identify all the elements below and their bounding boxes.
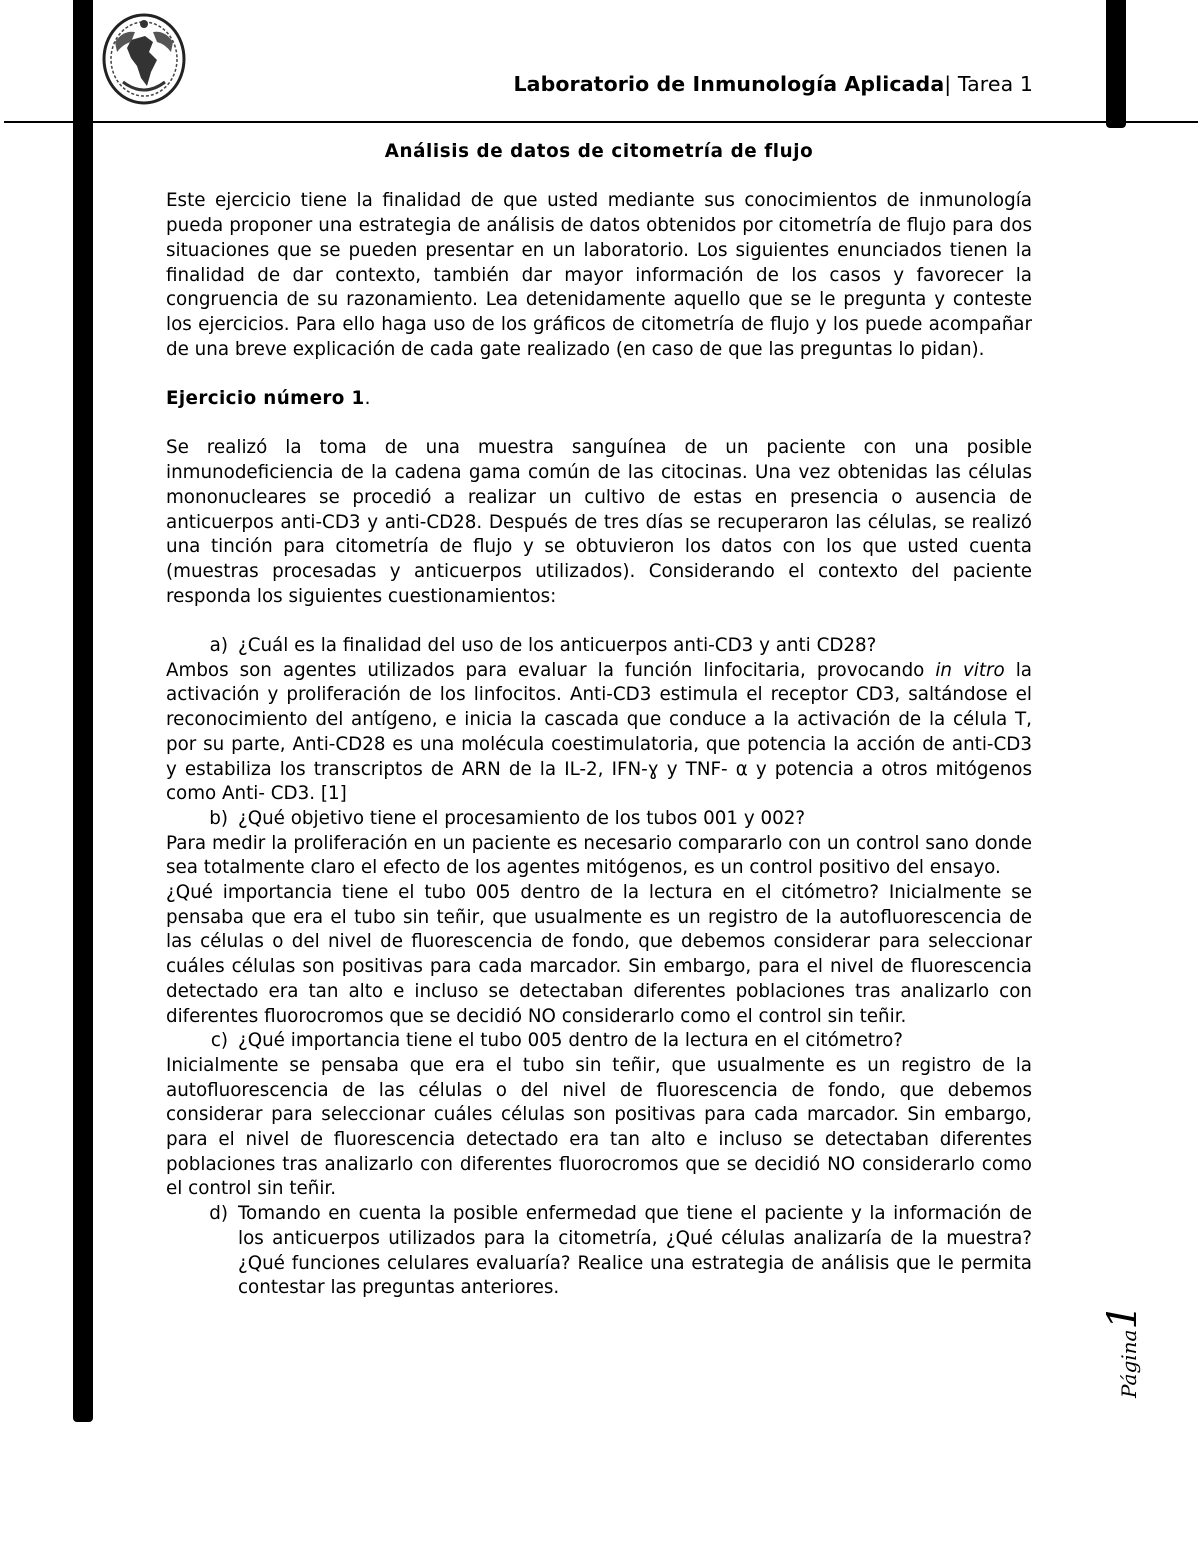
intro-paragraph: Este ejercicio tiene la finalidad de que usted mediante sus conocimientos de inmunología pueda proponer una estrategia de análisis de datos obtenidos por citometría de flujo para dos situaciones que se pueden presentar en un laboratorio. Los siguientes enunciados tienen la finalidad de dar contexto, también dar mayor información de los casos y favorecer la congruencia de su razonamiento. Lea detenidamente aquello que se le pregunta y conteste los ejercicios. Para ello haga uso de los gráficos de citometría de flujo y los puede acompañar de una breve explicación de cada gate realizado (en caso de que las preguntas lo pidan). — [166, 190, 1032, 360]
exercise-title: Ejercicio número 1 — [166, 388, 365, 409]
unam-crest-icon — [101, 12, 187, 106]
answer-a-italic: in vitro — [935, 659, 1005, 681]
exercise-title-period: . — [364, 388, 371, 409]
page-word: Página — [1117, 1329, 1141, 1398]
header-title — [513, 72, 1033, 96]
question-d-text: Tomando en cuenta la posible enfermedad que tiene el paciente y la información de los anticuerpos utilizados para la citometría, ¿Qué células analizaría de la muestra? ¿Qué funciones celulares evaluaría? Realice una estrategia de análisis que le permita contestar las preguntas anteriores. — [238, 1203, 1032, 1299]
header-rule — [4, 121, 1198, 123]
question-b — [166, 807, 1032, 832]
page-number-label — [1098, 1300, 1158, 1400]
answer-b-extra: ¿Qué importancia tiene el tubo 005 dentro de la lectura en el citómetro? Inicialmente se pensaba que era el tubo sin teñir, que usualmente es un registro de la autofluorescencia de las células o del nivel de fluorescencia de fondo, que debemos considerar para seleccionar cuáles células son positivas para cada marcador. Sin embargo, para el nivel de fluorescencia detectado era tan alto e incluso se detectaban diferentes poblaciones tras analizarlo con diferentes fluorocromos que se decidió NO considerarlo como el control sin teñir. — [166, 882, 1032, 1027]
question-b-text: ¿Qué objetivo tiene el procesamiento de los tubos 001 y 002? — [238, 807, 806, 829]
question-c-marker: c) — [210, 1030, 228, 1052]
page-number: 1 — [1100, 1304, 1146, 1330]
answer-b: Para medir la proliferación en un paciente es necesario compararlo con un control sano donde sea totalmente claro el efecto de los agentes mitógenos, es un control positivo del ensayo. — [166, 832, 1032, 879]
right-header-bar — [1106, 0, 1126, 128]
question-d-marker: d) — [209, 1203, 228, 1225]
exercise-heading — [166, 387, 1032, 412]
course-title: Laboratorio de Inmunología Aplicada — [513, 72, 945, 96]
question-d — [166, 1202, 1032, 1301]
answer-a-part1: Ambos son agentes utilizados para evaluar la función linfocitaria, provocando — [166, 659, 936, 681]
question-c-text: ¿Qué importancia tiene el tubo 005 dentro de la lectura en el citómetro? — [238, 1030, 903, 1052]
answer-c: Inicialmente se pensaba que era el tubo sin teñir, que usualmente es un registro de la autofluorescencia de las células o del nivel de fluorescencia de fondo, que debemos considerar para seleccionar cuáles células son positivas para cada marcador. Sin embargo, para el nivel de fluorescencia detectado era tan alto e incluso se detectaban diferentes poblaciones tras analizarlo con diferentes fluorocromos que se decidió NO considerarlo como el control sin teñir. — [166, 1054, 1032, 1200]
document-title: Análisis de datos de citometría de flujo — [384, 141, 814, 162]
left-margin-bar — [73, 0, 93, 1422]
answer-a-part2: la activación y proliferación de los linfocitos. Anti-CD3 estimula el receptor CD3, saltándose el reconocimiento del antígeno, e inicia la cascada que conduce a la activación de la célula T, por su parte, Anti-CD28 es una molécula coestimulatoria, que potencia la acción de anti-CD3 y estabiliza los transcriptos de ARN de la IL-2, IFN-ɣ y TNF- α y potencia a otros mitógenos como Anti- CD3. [1] — [166, 659, 1032, 805]
question-a-text: ¿Cuál es la finalidad del uso de los anticuerpos anti-CD3 y anti CD28? — [238, 635, 877, 656]
assignment-label: | Tarea 1 — [944, 72, 1033, 96]
answer-a — [166, 659, 1032, 807]
question-b-marker: b) — [209, 807, 228, 829]
question-a — [166, 634, 1032, 659]
question-a-marker: a) — [209, 635, 228, 656]
document-body — [166, 140, 1032, 1301]
exercise-paragraph: Se realizó la toma de una muestra sanguínea de un paciente con una posible inmunodeficiencia de la cadena gama común de las citocinas. Una vez obtenidas las células mononucleares se procedió a realizar un cultivo de estas en presencia o ausencia de anticuerpos anti-CD3 y anti-CD28. Después de tres días se recuperaron las células, se realizó una tinción para citometría de flujo y se obtuvieron los datos con los que usted cuenta (muestras procesadas y anticuerpos utilizados). Considerando el contexto del paciente responda los siguientes cuestionamientos: — [166, 437, 1032, 607]
question-c — [166, 1029, 1032, 1054]
